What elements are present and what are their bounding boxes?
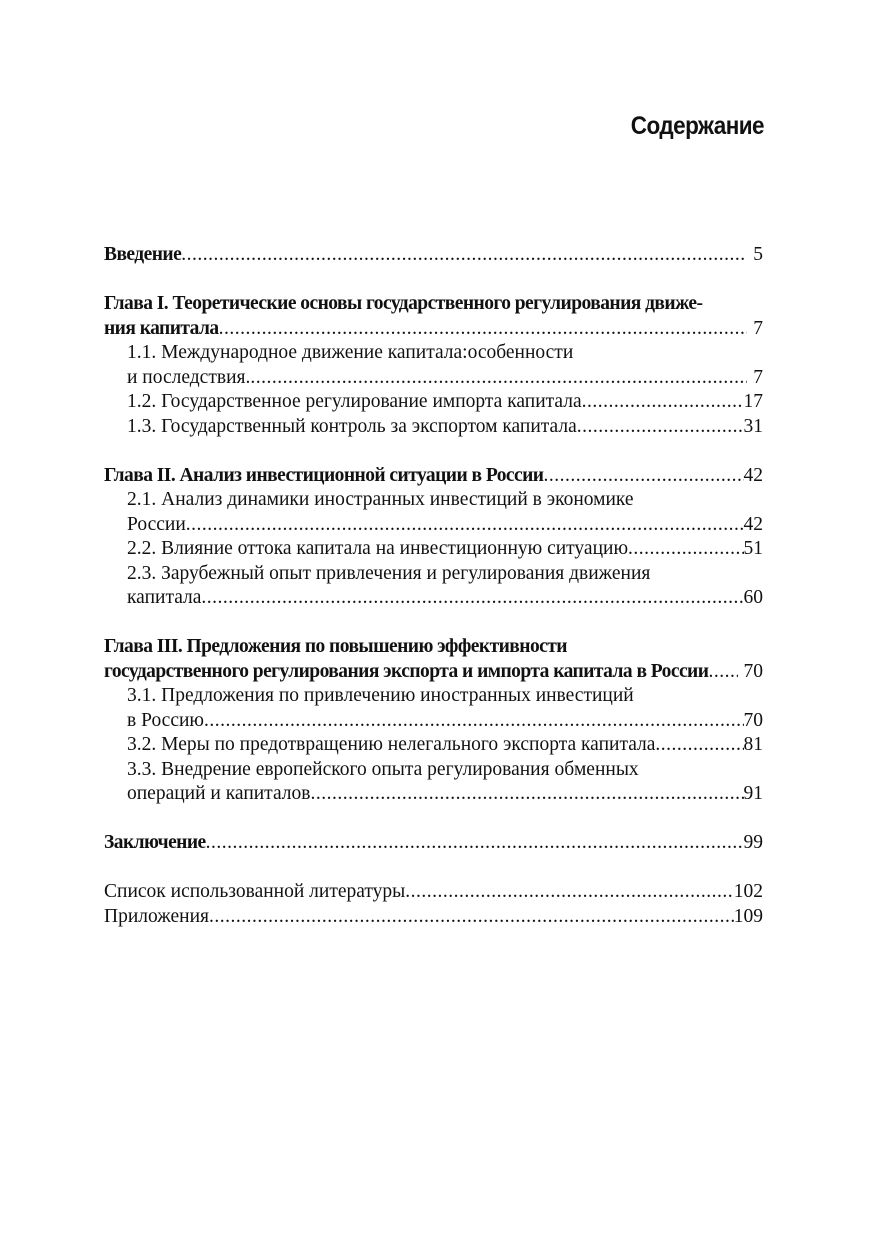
toc-entry-label: Приложения <box>104 905 209 927</box>
dot-leader <box>186 513 744 538</box>
dot-leader <box>655 733 743 758</box>
toc-entry-label-continued: в Россию <box>127 709 204 731</box>
toc-entry-label-continued: и последствия. <box>127 366 251 388</box>
toc-page-number: 7 <box>753 366 763 388</box>
dot-leader <box>209 905 734 930</box>
toc-entry-section-3-3[interactable] <box>104 758 763 807</box>
toc-entry-label: 1.1. Международное движение капитала:особенности <box>127 342 574 363</box>
dot-leader <box>310 782 743 807</box>
dot-leader <box>204 709 744 734</box>
toc-page-number: 7 <box>753 317 763 339</box>
toc-entry-label-continued: государственного регулирования экспорта и импорта капитала в России <box>104 660 709 682</box>
toc-page-number: 81 <box>743 734 763 755</box>
toc-entry-label-continued: операций и капиталов <box>127 783 311 804</box>
toc-entry-label: 3.1. Предложения по привлечению иностранных инвестиций <box>127 685 634 706</box>
toc-page-number: 5 <box>753 244 763 265</box>
toc-page-number: 42 <box>743 464 763 486</box>
toc-page-number: 51 <box>743 538 763 559</box>
dot-leader <box>577 415 744 440</box>
toc-entry-label: Глава I. Теоретические основы государственного регулирования движе- <box>104 293 703 314</box>
dot-leader <box>628 537 743 562</box>
toc-page-number: 42 <box>743 513 763 535</box>
toc-entry-label-continued: ния капитала <box>104 317 219 339</box>
toc-page-number: 109 <box>733 905 763 927</box>
toc-page-number: 70 <box>743 660 763 682</box>
toc-entry-label: 3.2. Меры по предотвращению нелегального экспорта капитала <box>127 734 656 755</box>
toc-entry-section-3-1[interactable] <box>104 684 763 733</box>
toc-entry-chapter-1[interactable] <box>104 292 763 341</box>
dot-leader <box>219 317 748 342</box>
table-of-contents <box>104 243 763 929</box>
dot-leader <box>181 243 747 268</box>
toc-entry-section-3-2[interactable] <box>104 733 763 758</box>
toc-entry-section-2-3[interactable] <box>104 562 763 611</box>
dot-leader <box>708 660 737 685</box>
toc-page-number: 99 <box>743 832 763 853</box>
toc-entry-label-continued: капитала <box>127 587 202 608</box>
dot-leader <box>543 464 743 489</box>
toc-entry-label: Глава III. Предложения по повышению эффективности <box>104 636 567 657</box>
page-title: Содержание <box>630 112 764 140</box>
toc-entry-references[interactable] <box>104 880 763 905</box>
toc-entry-label: 3.3. Внедрение европейского опыта регулирования обменных <box>127 758 639 780</box>
toc-entry-label: Глава II. Анализ инвестиционной ситуации в России <box>104 464 544 486</box>
dot-leader <box>206 831 744 856</box>
toc-page-number: 91 <box>743 783 763 804</box>
toc-entry-label: Заключение <box>104 832 206 853</box>
toc-entry-section-2-2[interactable] <box>104 537 763 562</box>
toc-entry-label: Список использованной литературы <box>104 881 406 902</box>
toc-entry-label: Введение <box>104 244 182 265</box>
dot-leader <box>582 390 744 415</box>
toc-page-number: 31 <box>743 415 763 437</box>
toc-entry-label: 2.2. Влияние оттока капитала на инвестиционную ситуацию <box>127 538 629 559</box>
toc-entry-label-continued: России <box>127 513 186 535</box>
toc-entry-chapter-3[interactable] <box>104 635 763 684</box>
toc-entry-label: 2.1. Анализ динамики иностранных инвестиций в экономике <box>127 489 634 510</box>
dot-leader <box>405 880 733 905</box>
toc-entry-label: 1.3. Государственный контроль за экспортом капитала <box>127 415 577 437</box>
toc-page-number: 70 <box>743 709 763 731</box>
toc-entry-section-1-2[interactable] <box>104 390 763 415</box>
dot-leader <box>250 366 747 391</box>
toc-entry-label: 2.3. Зарубежный опыт привлечения и регулирования движения <box>127 562 651 584</box>
toc-entry-section-1-1[interactable] <box>104 341 763 390</box>
toc-page-number: 102 <box>733 881 763 902</box>
toc-entry-appendices[interactable] <box>104 905 763 930</box>
toc-entry-chapter-2[interactable] <box>104 464 763 489</box>
toc-entry-label: 1.2. Государственное регулирование импорта капитала <box>127 391 582 412</box>
toc-entry-conclusion[interactable] <box>104 831 763 856</box>
toc-entry-section-2-1[interactable] <box>104 488 763 537</box>
dot-leader <box>201 586 743 611</box>
toc-page-number: 60 <box>743 587 763 608</box>
toc-entry-section-1-3[interactable] <box>104 415 763 440</box>
toc-entry-introduction[interactable] <box>104 243 763 268</box>
toc-page-number: 17 <box>743 391 763 412</box>
